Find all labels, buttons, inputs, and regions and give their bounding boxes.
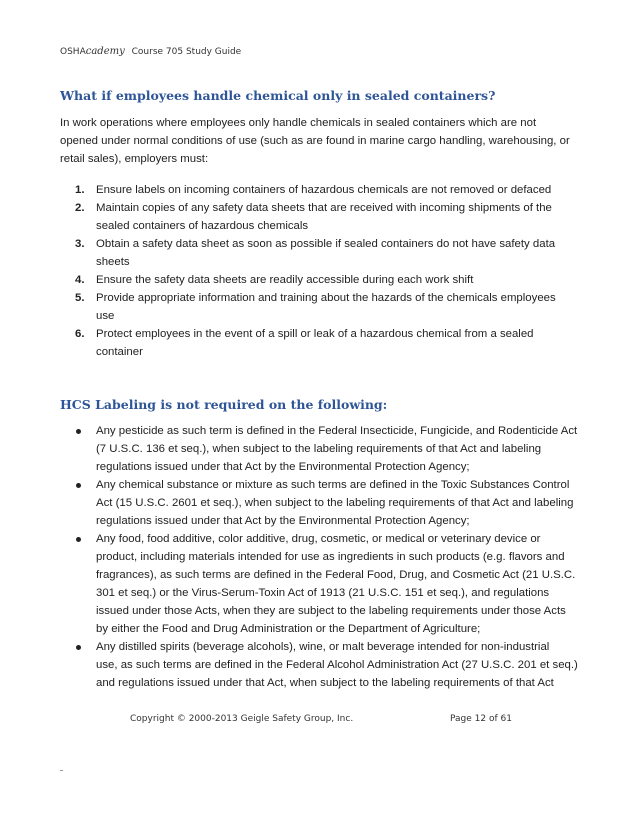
paragraph-line: In work operations where employees only handle chemicals in sealed containers which are not bbox=[60, 117, 537, 129]
list-item-text: Any food, food additive, color additive, drug, cosmetic, or medical or veterinary device or bbox=[96, 533, 541, 545]
section-heading-hcs-labeling: HCS Labeling is not required on the following: bbox=[60, 397, 388, 412]
footer-page-number: Page 12 of 61 bbox=[450, 714, 512, 724]
list-item bbox=[75, 235, 575, 271]
header-course: Course 705 Study Guide bbox=[131, 47, 242, 57]
list-number: 5. bbox=[75, 292, 85, 304]
list-number: 3. bbox=[75, 238, 85, 250]
paragraph-line: opened under normal conditions of use (such as are found in marine cargo handling, warehousing, or bbox=[60, 135, 570, 147]
bullet-icon bbox=[76, 645, 81, 650]
paragraph-line: retail sales), employers must: bbox=[60, 153, 209, 165]
list-item-text: Any chemical substance or mixture as such terms are defined in the Toxic Substances Control bbox=[96, 479, 570, 491]
page-footer bbox=[130, 714, 530, 724]
list-item bbox=[75, 181, 575, 199]
list-item bbox=[75, 271, 575, 289]
list-item-text: Obtain a safety data sheet as soon as possible if sealed containers do not have safety data bbox=[96, 238, 556, 250]
labeling-exemptions-list bbox=[76, 422, 576, 692]
list-item bbox=[76, 638, 576, 692]
bullet-icon bbox=[76, 483, 81, 488]
list-item bbox=[76, 476, 576, 530]
bullet-icon bbox=[76, 537, 81, 542]
list-item-text: Ensure labels on incoming containers of hazardous chemicals are not removed or defaced bbox=[96, 184, 552, 196]
list-item-text: sealed containers of hazardous chemicals bbox=[96, 220, 309, 232]
intro-paragraph bbox=[60, 114, 585, 168]
footer-copyright: Copyright © 2000-2013 Geigle Safety Group, Inc. bbox=[130, 714, 354, 724]
list-item-text: fragrances), as such terms are defined in the Federal Food, Drug, and Cosmetic Act (21 U.S.C. bbox=[96, 569, 576, 581]
list-item-text: product, including materials intended for use as ingredients in such products (e.g. flavors and bbox=[96, 551, 565, 563]
list-item bbox=[76, 422, 576, 476]
list-item-text: and regulations issued under that Act, when subject to the labeling requirements of that Act bbox=[96, 677, 554, 689]
list-item-text: issued under those Acts, when they are subject to the labeling requirements under those Acts bbox=[96, 605, 566, 617]
list-item-text: (7 U.S.C. 136 et seq.), when subject to the labeling requirements of that Act and labeling bbox=[96, 443, 542, 455]
section-heading-sealed-containers: What if employees handle chemical only in sealed containers? bbox=[60, 88, 496, 103]
list-item-text: Provide appropriate information and training about the hazards of the chemicals employees bbox=[96, 292, 556, 304]
page-mark bbox=[60, 770, 63, 771]
list-item-text: use, as such terms are defined in the Federal Alcohol Administration Act (27 U.S.C. 201 et seq.) bbox=[96, 659, 578, 671]
list-item-text: Any pesticide as such term is defined in the Federal Insecticide, Fungicide, and Rodenticide Act bbox=[96, 425, 578, 437]
list-item bbox=[75, 325, 575, 361]
list-item-text: Act (15 U.S.C. 2601 et seq.), when subject to the labeling requirements of that Act and labeling bbox=[96, 497, 574, 509]
bullet-icon bbox=[76, 429, 81, 434]
list-number: 6. bbox=[75, 328, 85, 340]
list-item-text: container bbox=[96, 346, 143, 358]
list-item-text: sheets bbox=[96, 256, 130, 268]
list-number: 1. bbox=[75, 184, 85, 196]
list-item bbox=[76, 530, 576, 638]
list-number: 2. bbox=[75, 202, 85, 214]
list-item-text: regulations issued under that Act by the Environmental Protection Agency; bbox=[96, 515, 470, 527]
list-item-text: Maintain copies of any safety data sheets that are received with incoming shipments of the bbox=[96, 202, 552, 214]
list-item-text: 301 et seq.) or the Virus-Serum-Toxin Act of 1913 (21 U.S.C. 151 et seq.), and regulations bbox=[96, 587, 550, 599]
list-item bbox=[75, 289, 575, 325]
running-header bbox=[60, 46, 241, 57]
list-number: 4. bbox=[75, 274, 85, 286]
header-brand: OSHA bbox=[60, 47, 86, 57]
list-item-text: by either the Food and Drug Administration or the Department of Agriculture; bbox=[96, 623, 481, 635]
list-item-text: Protect employees in the event of a spill or leak of a hazardous chemical from a sealed bbox=[96, 328, 534, 340]
list-item-text: Ensure the safety data sheets are readily accessible during each work shift bbox=[96, 274, 474, 286]
list-item bbox=[75, 199, 575, 235]
list-item-text: use bbox=[96, 310, 115, 322]
list-item-text: regulations issued under that Act by the Environmental Protection Agency; bbox=[96, 461, 470, 473]
employer-duties-list bbox=[75, 181, 575, 361]
list-item-text: Any distilled spirits (beverage alcohols), wine, or malt beverage intended for non-industrial bbox=[96, 641, 550, 653]
header-brand-italic: cademy bbox=[85, 46, 125, 57]
